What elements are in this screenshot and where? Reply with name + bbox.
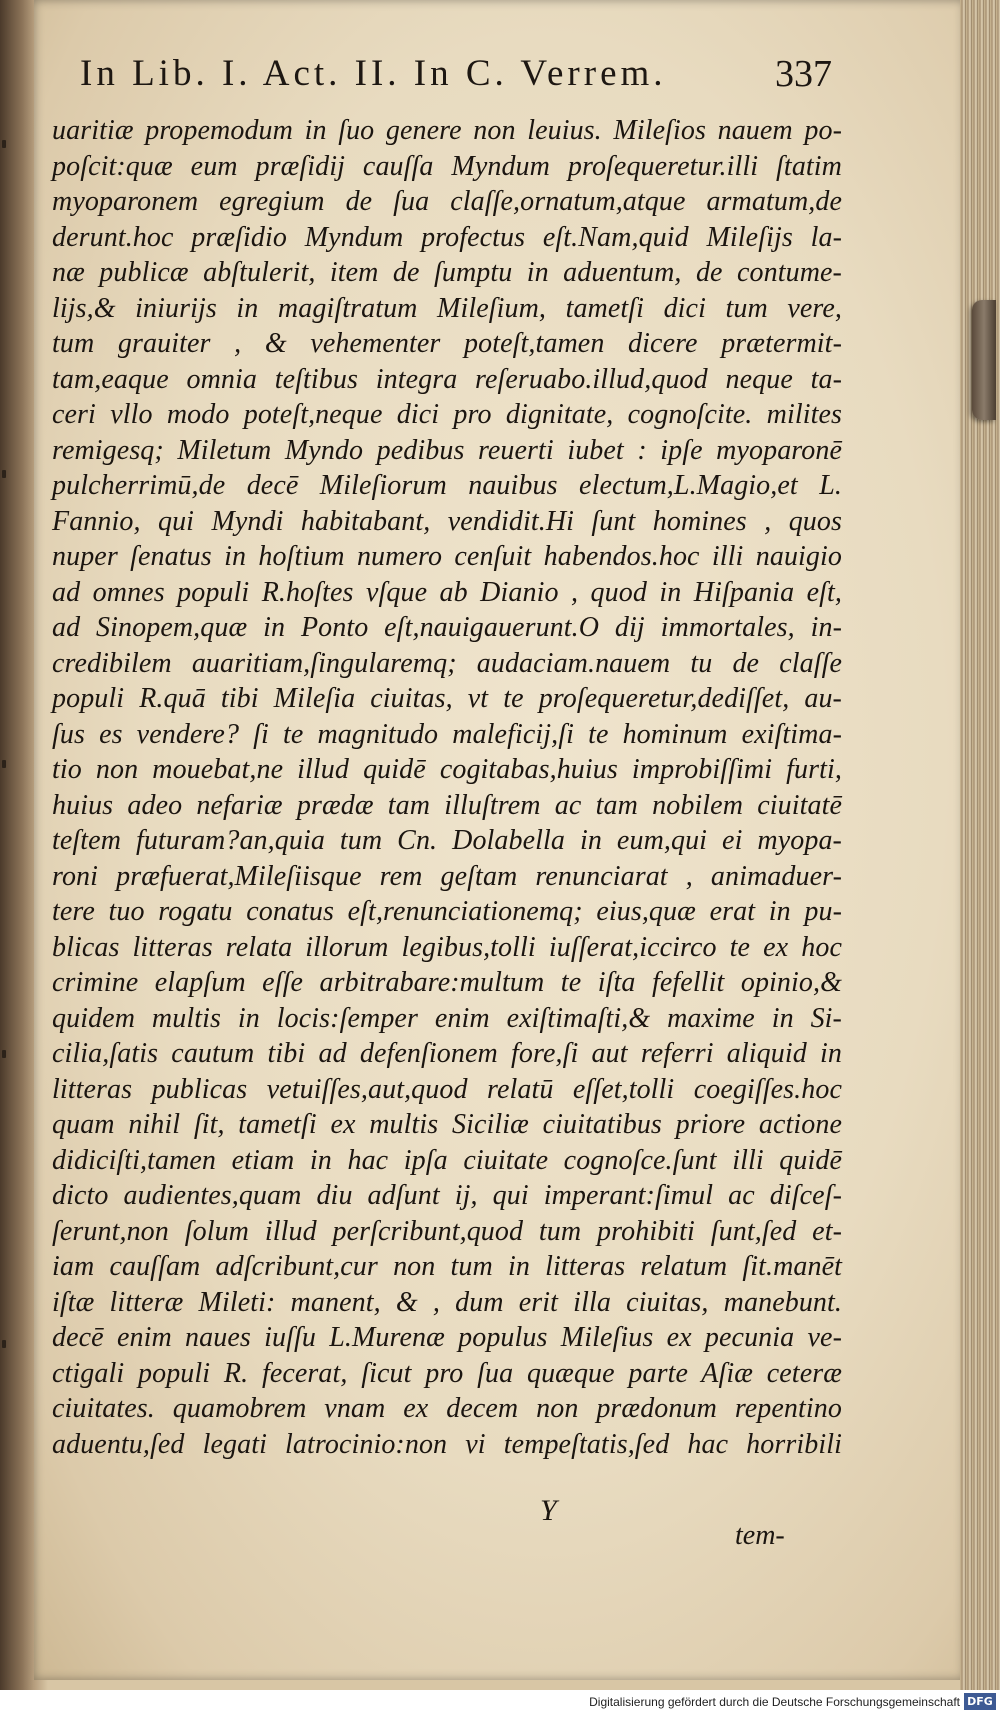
page-number: 337 — [775, 53, 832, 95]
text-line: derunt.hoc præſidio Myndum profectus eſt.Nam,quid Mileſijs la- — [52, 221, 842, 253]
text-line: iſtæ litteræ Mileti: manent, & , dum erit illa ciuitas, manebunt. — [52, 1286, 842, 1318]
text-line: ad Sinopem,quæ in Ponto eſt,nauigauerunt.O dij immortales, in- — [52, 612, 842, 643]
text-line: populi R.quā tibi Mileſia ciuitas, vt te proſequeretur,dediſſet, au- — [52, 683, 842, 714]
catchword: tem- — [735, 1520, 785, 1551]
text-line: poſcit:quæ eum præſidij cauſſa Myndum proſequeretur.illi ſtatim — [52, 150, 842, 182]
footer-credit: Digitalisierung gefördert durch die Deutsche Forschungsgemeinschaft — [589, 1695, 960, 1709]
margin-mark — [2, 760, 6, 768]
text-line: næ publicæ abſtulerit, item de ſumptu in aduentum, de contume- — [52, 257, 842, 288]
signature-mark: Y — [540, 1494, 557, 1527]
text-line: ciuitates. quamobrem vnam ex decem non prædonum repentino — [52, 1393, 842, 1424]
text-line: credibilem auaritiam,ſingularemq; audaciam.nauem tu de claſſe — [52, 647, 842, 679]
body-text — [52, 113, 842, 1462]
text-line: uaritiæ propemodum in ſuo genere non leuius. Mileſios nauem po- — [52, 115, 842, 146]
text-line: blicas litteras relata illorum legibus,tolli iuſſerat,iccirco te ex hoc — [52, 931, 842, 963]
text-line: aduentu,ſed legati latrocinio:non vi tempeſtatis,ſed hac horribili — [52, 1428, 842, 1460]
text-line: litteras publicas vetuiſſes,aut,quod relatū eſſet,tolli coegiſſes.hoc — [52, 1073, 842, 1105]
margin-mark — [2, 1340, 6, 1348]
text-line: ad omnes populi R.hoſtes vſque ab Dianio , quod in Hiſpania eſt, — [52, 576, 842, 608]
text-line: ſus es vendere? ſi te magnitudo maleficij,ſi te hominum exiſtima- — [52, 718, 842, 750]
text-line: tum grauiter , & vehementer poteſt,tamen dicere prætermit- — [52, 328, 842, 359]
text-line: nuper ſenatus in hoſtium numero cenſuit habendos.hoc illi nauigio — [52, 541, 842, 572]
book-clasp — [972, 300, 996, 420]
text-line: iam cauſſam adſcribunt,cur non tum in litteras relatum ſit.manēt — [52, 1251, 842, 1282]
margin-mark — [2, 1050, 6, 1058]
text-line: tio non mouebat,ne illud quidē cogitabas,huius improbiſſimi furti, — [52, 754, 842, 785]
text-line: pulcherrimū,de decē Mileſiorum nauibus electum,L.Magio,et L. — [52, 470, 842, 501]
text-line: ſerunt,non ſolum illud perſcribunt,quod tum prohibiti ſunt,ſed et- — [52, 1215, 842, 1247]
text-line: tam,eaque omnia teſtibus integra reſeruabo.illud,quod neque ta- — [52, 363, 842, 395]
text-line: ceri vllo modo poteſt,neque dici pro dignitate, cognoſcite. milites — [52, 399, 842, 430]
page-edge-stack — [960, 0, 1000, 1714]
text-line: ctigali populi R. fecerat, ſicut pro ſua quæque parte Aſiæ ceteræ — [52, 1357, 842, 1389]
text-line: cilia,ſatis cautum tibi ad defenſionem fore,ſi aut referri aliquid in — [52, 1038, 842, 1069]
text-line: teſtem futuram?an,quia tum Cn. Dolabella in eum,qui ei myopa- — [52, 825, 842, 856]
text-line: crimine elapſum eſſe arbitrabare:multum te iſta fefellit opinio,& — [52, 967, 842, 998]
text-line: roni præfuerat,Mileſiisque rem geſtam renunciarat , animaduer- — [52, 860, 842, 892]
margin-mark — [2, 140, 6, 148]
text-line: dicto audientes,quam diu adſunt ij, qui imperant:ſimul ac diſceſ- — [52, 1180, 842, 1211]
text-line: decē enim naues iuſſu L.Murenæ populus Mileſius ex pecunia ve- — [52, 1322, 842, 1353]
text-line: lijs,& iniurijs in magiſtratum Mileſium, tametſi dici tum vere, — [52, 292, 842, 324]
text-line: myoparonem egregium de ſua claſſe,ornatum,atque armatum,de — [52, 186, 842, 217]
text-line: quidem multis in locis:ſemper enim exiſtimaſti,& maxime in Si- — [52, 1002, 842, 1034]
text-line: quam nihil ſit, tametſi ex multis Siciliæ ciuitatibus priore actione — [52, 1109, 842, 1140]
running-head: In Lib. I. Act. II. In C. Verrem. — [80, 53, 667, 94]
text-line: remigesq; Miletum Myndo pedibus reuerti iubet : ipſe myoparonē — [52, 434, 842, 466]
text-line: Fannio, qui Myndi habitabant, vendidit.Hi ſunt homines , quos — [52, 505, 842, 537]
margin-mark — [2, 470, 6, 478]
text-line: didiciſti,tamen etiam in hac ipſa ciuitate cognoſce.ſunt illi quidē — [52, 1144, 842, 1176]
text-line: tere tuo rogatu conatus eſt,renunciationemq; eius,quæ erat in pu- — [52, 896, 842, 927]
text-line: huius adeo nefariæ prædæ tam illuſtrem ac tam nobilem ciuitatē — [52, 789, 842, 821]
dfg-logo: DFG — [964, 1693, 996, 1710]
